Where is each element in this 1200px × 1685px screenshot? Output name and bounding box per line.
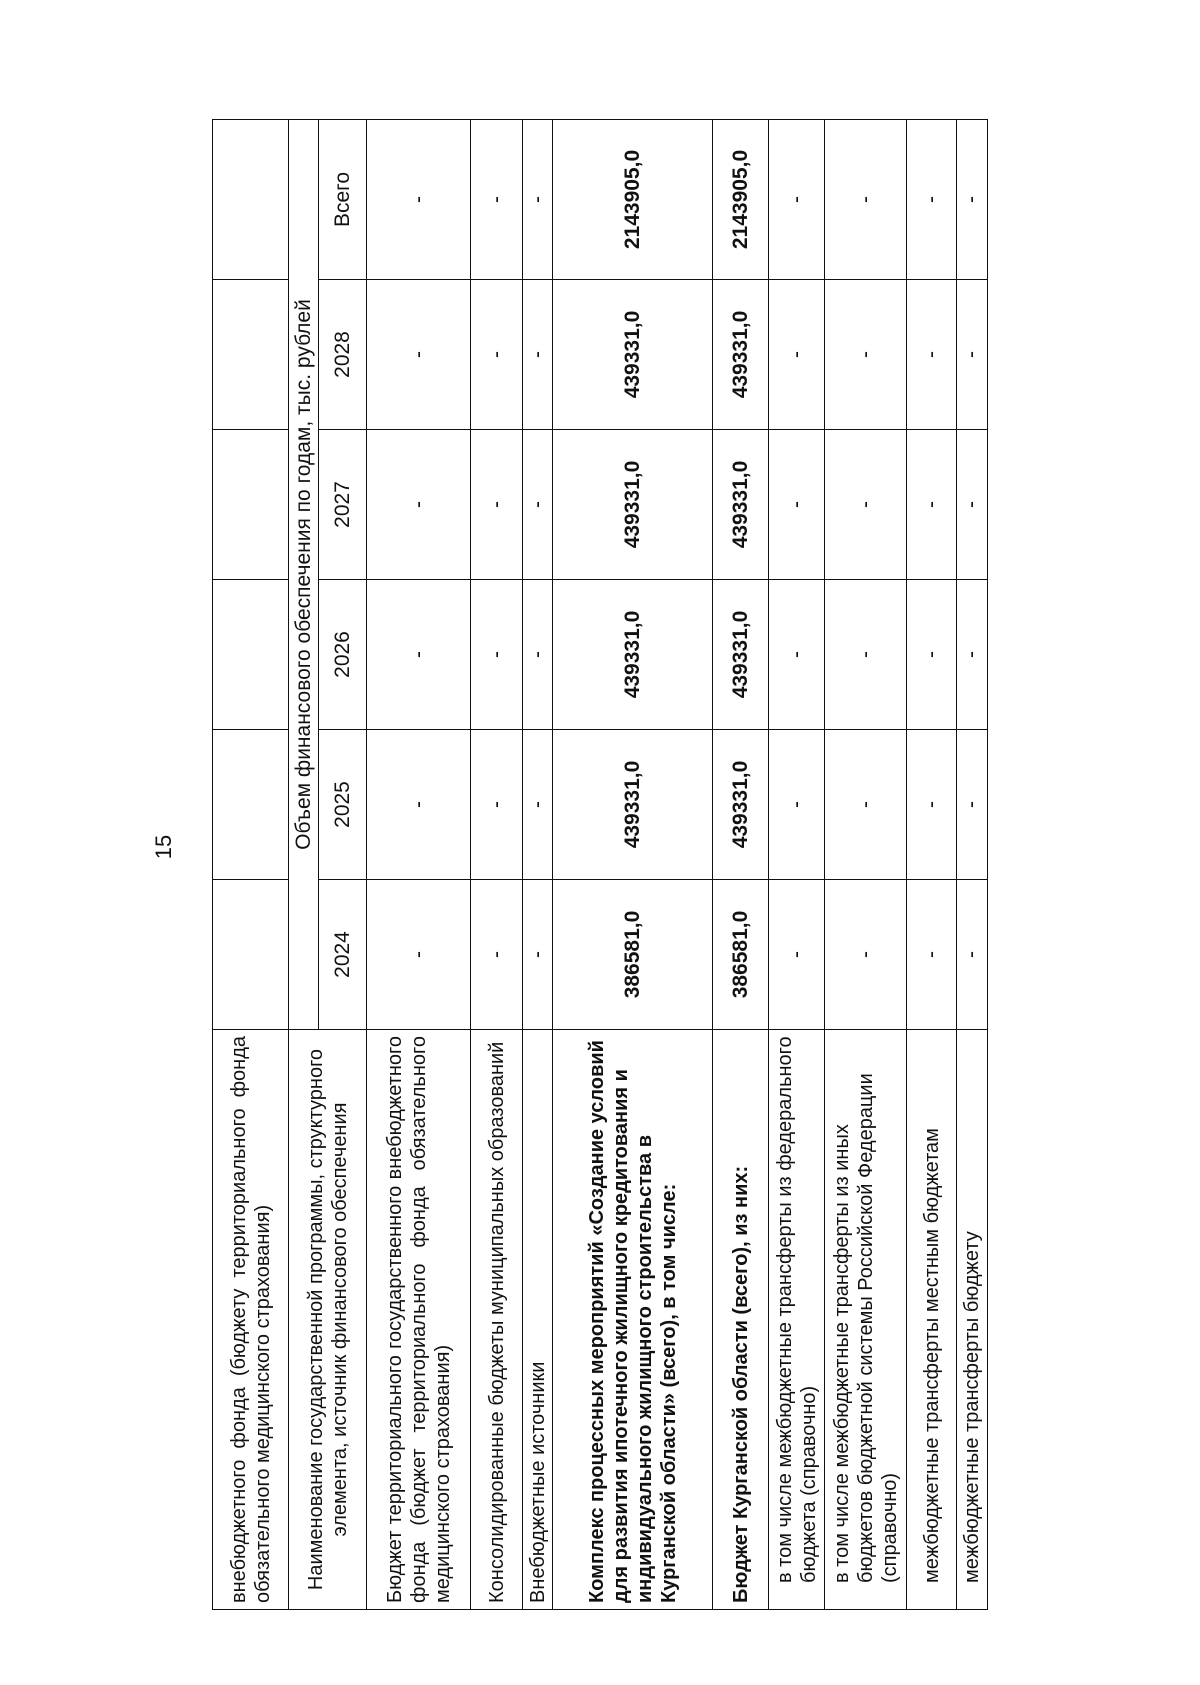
header-name-column: Наименование государственной программы, структурного элемента, источник финансового обеспечения xyxy=(289,1030,367,1610)
header-year: 2025 xyxy=(319,730,367,880)
value-cell: 2143905,0 xyxy=(713,120,769,280)
value-cell: - xyxy=(523,120,553,280)
value-cell: - xyxy=(769,880,825,1030)
value-cell: - xyxy=(907,120,957,280)
value-cell: 439331,0 xyxy=(553,430,713,580)
value-cell: - xyxy=(957,430,987,580)
value-cell: 386581,0 xyxy=(713,880,769,1030)
value-cell: - xyxy=(523,730,553,880)
empty-cell xyxy=(213,730,289,880)
row-name: Бюджет Курганской области (всего), из них: xyxy=(713,1030,769,1610)
value-cell: - xyxy=(471,730,523,880)
header-group-label: Объем финансового обеспечения по годам, тыс. рублей xyxy=(289,120,319,1030)
row-name: Внебюджетные источники xyxy=(523,1030,553,1610)
row-name: Бюджет территориального государственного внебюджетного фонда (бюджет территориального фонда обязательного медицинского страхования) xyxy=(367,1030,471,1610)
value-cell: - xyxy=(367,280,471,430)
row-name: в том числе межбюджетные трансферты из федерального бюджета (справочно) xyxy=(769,1030,825,1610)
header-year: 2028 xyxy=(319,280,367,430)
financing-table xyxy=(212,119,988,1610)
value-cell: - xyxy=(907,280,957,430)
value-cell: 439331,0 xyxy=(713,430,769,580)
value-cell: - xyxy=(769,580,825,730)
value-cell: 439331,0 xyxy=(713,730,769,880)
value-cell: 439331,0 xyxy=(553,730,713,880)
value-cell: - xyxy=(907,730,957,880)
value-cell: - xyxy=(471,430,523,580)
value-cell: - xyxy=(471,880,523,1030)
table-row xyxy=(957,120,987,1610)
value-cell: - xyxy=(523,280,553,430)
value-cell: - xyxy=(957,730,987,880)
table-row xyxy=(553,120,713,1610)
value-cell: - xyxy=(523,580,553,730)
value-cell: - xyxy=(907,880,957,1030)
value-cell: - xyxy=(825,730,907,880)
page-number: 15 xyxy=(151,834,177,860)
value-cell: - xyxy=(471,280,523,430)
value-cell: - xyxy=(825,880,907,1030)
value-cell: - xyxy=(367,580,471,730)
value-cell: - xyxy=(523,430,553,580)
value-cell: - xyxy=(471,120,523,280)
header-year: 2024 xyxy=(319,880,367,1030)
table-row xyxy=(367,120,471,1610)
value-cell: - xyxy=(471,580,523,730)
table-row xyxy=(825,120,907,1610)
value-cell: - xyxy=(825,430,907,580)
row-name: в том числе межбюджетные трансферты из иных бюджетов бюджетной системы Российской Федерации (справочно) xyxy=(825,1030,907,1610)
value-cell: - xyxy=(769,430,825,580)
header-row-group xyxy=(289,120,319,1610)
value-cell: 439331,0 xyxy=(553,580,713,730)
value-cell: - xyxy=(825,280,907,430)
row-name-continuation: внебюджетного фонда (бюджету территориального фонда обязательного медицинского страхования) xyxy=(213,1030,289,1610)
table-row xyxy=(523,120,553,1610)
value-cell: - xyxy=(367,120,471,280)
empty-cell xyxy=(213,430,289,580)
row-name: межбюджетные трансферты местным бюджетам xyxy=(907,1030,957,1610)
value-cell: - xyxy=(367,430,471,580)
value-cell: 439331,0 xyxy=(553,280,713,430)
table-row xyxy=(907,120,957,1610)
value-cell: - xyxy=(523,880,553,1030)
empty-cell xyxy=(213,120,289,280)
value-cell: - xyxy=(907,430,957,580)
empty-cell xyxy=(213,280,289,430)
table-row xyxy=(769,120,825,1610)
row-name: Консолидированные бюджеты муниципальных образований xyxy=(471,1030,523,1610)
value-cell: 2143905,0 xyxy=(553,120,713,280)
header-total: Всего xyxy=(319,120,367,280)
empty-cell xyxy=(213,580,289,730)
header-year: 2027 xyxy=(319,430,367,580)
value-cell: 439331,0 xyxy=(713,580,769,730)
header-year: 2026 xyxy=(319,580,367,730)
table-row xyxy=(713,120,769,1610)
table-row-continuation xyxy=(213,120,289,1610)
value-cell: - xyxy=(769,730,825,880)
value-cell: - xyxy=(957,280,987,430)
value-cell: - xyxy=(907,580,957,730)
row-name: межбюджетные трансферты бюджету xyxy=(957,1030,987,1610)
row-name: Комплекс процессных мероприятий «Создание условий для развития ипотечного жилищного кредитования и индивидуального жилищного строительства в Курганской области» (всего), в том числе: xyxy=(553,1030,713,1610)
value-cell: - xyxy=(769,120,825,280)
value-cell: - xyxy=(367,880,471,1030)
value-cell: 439331,0 xyxy=(713,280,769,430)
value-cell: - xyxy=(957,880,987,1030)
value-cell: 386581,0 xyxy=(553,880,713,1030)
value-cell: - xyxy=(769,280,825,430)
financing-table-wrapper xyxy=(212,120,984,1610)
table-row xyxy=(471,120,523,1610)
value-cell: - xyxy=(825,120,907,280)
value-cell: - xyxy=(957,580,987,730)
value-cell: - xyxy=(367,730,471,880)
value-cell: - xyxy=(957,120,987,280)
empty-cell xyxy=(213,880,289,1030)
value-cell: - xyxy=(825,580,907,730)
